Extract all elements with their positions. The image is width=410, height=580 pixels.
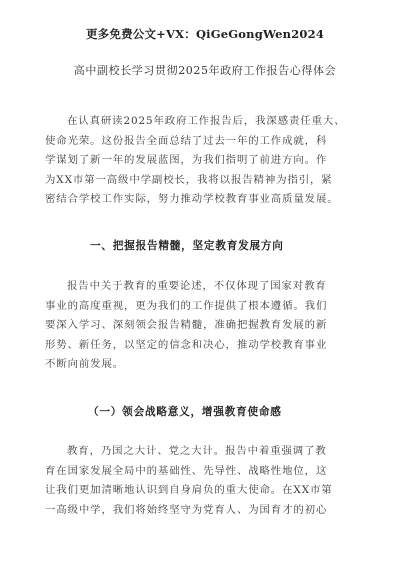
intro-paragraph [45,112,357,210]
intro-line: 使命光荣。这份报告全面总结了过去一年的工作成就，科 [45,134,328,147]
intro-line: 在认真研读2025年政府工作报告后，我深感责任重大、 [67,115,346,127]
intro-line: 密结合学校工作实际，努力推动学校教育事业高质量发展。 [45,193,339,206]
subsection1-paragraph [45,442,357,520]
section1-line: 报告中关于教育的重要论述，不仅体现了国家对教育 [67,280,327,292]
intro-line: 为XX市第一高级中学副校长，我将以报告精神为指引，紧 [45,173,333,186]
subsection1-line: 让我们更加清晰地认识到自身肩负的重大使命。在XX市第 [45,484,333,497]
section1-line: 不断向前发展。 [45,358,125,371]
subsection1-line: 教育，乃国之大计、党之大计。报告中着重强调了教 [67,445,327,457]
section-heading: 一、把握报告精髓，坚定教育发展方向 [90,240,284,252]
promo-banner: 更多免费公文+VX：QiGeGongWen2024 [85,27,325,41]
document-title: 高中副校长学习贯彻2025年政府工作报告心得体会 [73,64,337,77]
section1-line: 要深入学习、深刻领会报告精髓，准确把握教育发展的新 [45,319,328,332]
intro-line: 学谋划了新一年的发展蓝图，为我们指明了前进方向。作 [45,154,328,167]
section1-line: 事业的高度重视，更为我们的工作提供了根本遵循。我们 [45,299,328,312]
section1-line: 形势、新任务，以坚定的信念和决心，推动学校教育事业 [45,338,328,351]
subsection1-line: 一高级中学，我们将始终坚守为党育人、为国育才的初心 [45,503,328,516]
subsection-heading: （一）领会战略意义，增强教育使命感 [88,406,282,418]
section1-paragraph [45,277,357,375]
subsection1-line: 育在国家发展全局中的基础性、先导性、战略性地位，这 [45,464,328,477]
